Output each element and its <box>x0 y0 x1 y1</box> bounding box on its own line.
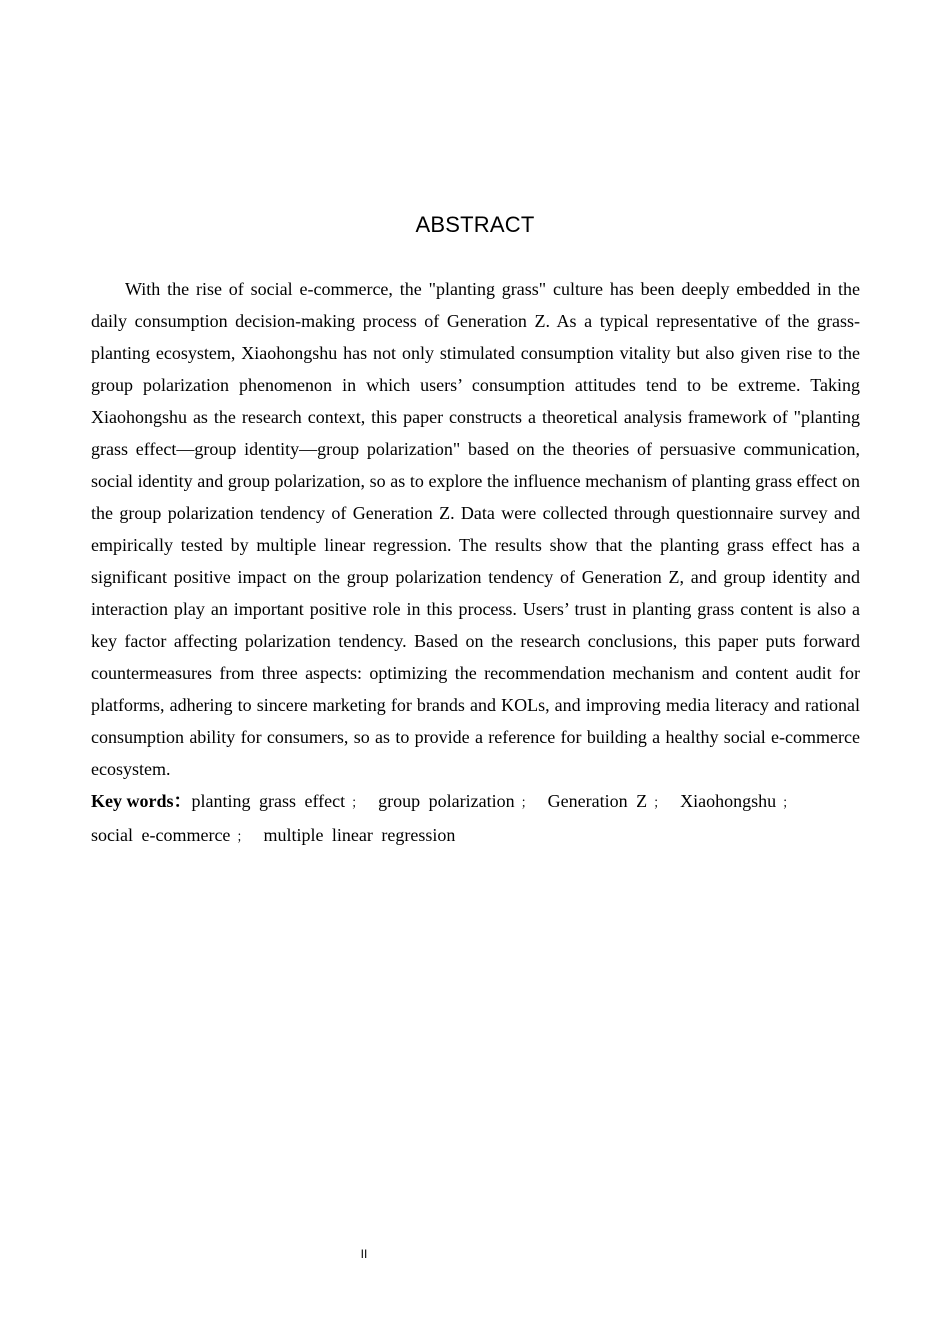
keyword-separator: ； <box>351 795 365 810</box>
keyword-item: social e-commerce <box>91 825 231 845</box>
keyword-separator: ； <box>520 795 534 810</box>
keywords-label: Key words： <box>91 791 192 811</box>
keyword-item: planting grass effect <box>191 791 346 811</box>
page-number: II <box>360 1247 368 1261</box>
keyword-item: Xiaohongshu <box>680 791 777 811</box>
keyword-separator: ； <box>653 795 667 810</box>
keyword-item: multiple linear regression <box>263 825 456 845</box>
keyword-item: Generation Z <box>547 791 648 811</box>
keyword-separator: ； <box>236 829 250 844</box>
keywords-line <box>91 785 860 853</box>
keyword-separator: ； <box>782 795 796 810</box>
keyword-item: group polarization <box>378 791 515 811</box>
abstract-paragraph: With the rise of social e-commerce, the "planting grass" culture has been deeply embedded in the daily consumption decision-making process of Generation Z. As a typical representative of the grass-planting ecosystem, Xiaohongshu has not only stimulated consumption vitality but also given rise to the group polarization phenomenon in which users’ consumption attitudes tend to be extreme. Taking Xiaohongshu as the research context, this paper constructs a theoretical analysis framework of "planting grass effect—group identity—group polarization" based on the theories of persuasive communication, social identity and group polarization, so as to explore the influence mechanism of planting grass effect on the group polarization tendency of Generation Z. Data were collected through questionnaire survey and empirically tested by multiple linear regression. The results show that the planting grass effect has a significant positive impact on the group polarization tendency of Generation Z, and group identity and interaction play an important positive role in this process. Users’ trust in planting grass content is also a key factor affecting polarization tendency. Based on the research conclusions, this paper puts forward countermeasures from three aspects: optimizing the recommendation mechanism and content audit for platforms, adhering to sincere marketing for brands and KOLs, and improving media literacy and rational consumption ability for consumers, so as to provide a reference for building a healthy social e-commerce ecosystem. <box>91 279 860 779</box>
abstract-title: ABSTRACT <box>415 212 535 237</box>
